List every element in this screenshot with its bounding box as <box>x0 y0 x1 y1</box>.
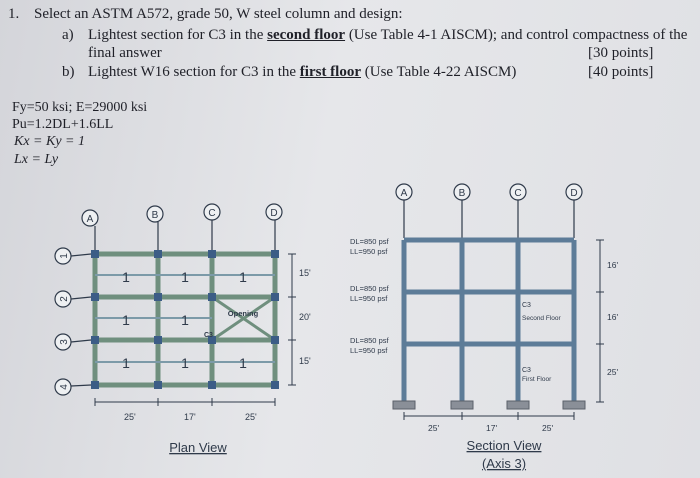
section-span-2: 17' <box>486 423 498 433</box>
section-view-subtitle: (Axis 3) <box>481 456 527 471</box>
plan-column-a3 <box>91 336 99 344</box>
section-col-label-b: B <box>458 188 466 199</box>
span-arrow-a3: 1 <box>122 355 130 371</box>
plan-column-b2 <box>154 293 162 301</box>
section-height-3: 25' <box>607 367 619 377</box>
plan-column-b4 <box>154 381 162 389</box>
part-b-floor: first floor <box>299 64 362 80</box>
part-a-text-line2: final answer <box>88 45 162 61</box>
plan-column-b1 <box>154 250 162 258</box>
plan-dim-y-2: 20' <box>299 312 311 322</box>
plan-column-d2 <box>271 293 279 301</box>
span-arrow-c3: 1 <box>239 355 247 371</box>
span-arrow-b1: 1 <box>181 269 189 285</box>
plan-axis-line-2 <box>71 297 91 299</box>
plan-column-c4 <box>208 381 216 389</box>
plan-c3-label: C3 <box>204 332 213 339</box>
plan-column-a2 <box>91 293 99 301</box>
support-b <box>451 401 473 409</box>
section-col-label-a: A <box>400 188 408 199</box>
given-line-1: Fy=50 ksi; E=29000 ksi <box>12 100 148 115</box>
plan-axis-line-4 <box>71 385 91 386</box>
plan-column-d1 <box>271 250 279 258</box>
plan-row-label-1: 1 <box>59 253 70 259</box>
plan-axis-line-1 <box>71 254 91 256</box>
section-col-bubbles <box>396 184 582 238</box>
part-a-floor: second floor <box>267 27 346 43</box>
plan-dim-x-2: 17' <box>184 412 196 422</box>
span-arrow-c1: 1 <box>239 269 247 285</box>
opening-cross <box>212 297 275 340</box>
section-col-labels <box>401 188 578 199</box>
plan-col-labels <box>87 208 278 225</box>
plan-col-bubbles <box>82 204 282 250</box>
plan-dim-labels <box>124 268 311 422</box>
part-a-label: a) <box>62 27 74 43</box>
plan-row-labels <box>59 253 70 390</box>
given-line-4: Lx = Ly <box>14 152 59 167</box>
first-floor-label: First Floor <box>522 376 552 383</box>
plan-col-label-b: B <box>151 210 159 221</box>
plan-view <box>55 204 311 455</box>
plan-dim-x-1: 25' <box>124 412 136 422</box>
part-a-text-post: (Use Table 4-1 AISCM); and control compactness of the <box>345 27 688 43</box>
plan-dim-y-1: 15' <box>299 268 311 278</box>
plan-axis-line-3 <box>71 340 91 342</box>
plan-row-label-3: 3 <box>59 339 70 345</box>
plan-col-label-d: D <box>270 208 278 219</box>
opening-label: Opening <box>227 309 259 318</box>
section-span-1: 25' <box>428 423 440 433</box>
plan-span-arrows <box>122 269 247 371</box>
section-col-label-c: C <box>514 188 522 199</box>
section-view <box>350 184 618 471</box>
plan-dim-x-3: 25' <box>245 412 257 422</box>
load-roof-dl: DL=850 psf <box>350 237 389 246</box>
plan-row-label-2: 2 <box>59 296 70 302</box>
span-arrow-b3: 1 <box>181 355 189 371</box>
section-span-3: 25' <box>542 423 554 433</box>
plan-column-a4 <box>91 381 99 389</box>
part-a-text-pre: Lightest section for C3 in the <box>88 27 268 43</box>
section-loads <box>350 237 389 355</box>
given-line-2: Pu=1.2DL+1.6LL <box>12 117 114 132</box>
load-roof-ll: LL=950 psf <box>350 247 388 256</box>
section-view-title: Section View <box>466 438 542 453</box>
part-b-text-post: (Use Table 4-22 AISCM) <box>361 64 517 80</box>
section-col-label-d: D <box>570 188 578 199</box>
plan-col-label-a: A <box>86 214 94 225</box>
support-a <box>393 401 415 409</box>
section-c3-second-label: C3 <box>522 302 531 309</box>
plan-row-bubbles <box>55 248 91 395</box>
problem-intro: Select an ASTM A572, grade 50, W steel column and design: <box>34 6 403 22</box>
plan-row-label-4: 4 <box>59 384 70 390</box>
given-line-3: Kx = Ky = 1 <box>14 134 85 149</box>
load-first-dl: DL=850 psf <box>350 336 389 345</box>
plan-col-label-c: C <box>208 208 216 219</box>
section-height-1: 16' <box>607 260 619 270</box>
load-first-ll: LL=950 psf <box>350 346 388 355</box>
part-b-points: [40 points] <box>588 64 654 80</box>
span-arrow-a1: 1 <box>122 269 130 285</box>
second-floor-label: Second Floor <box>522 315 561 322</box>
part-a-points: [30 points] <box>588 45 654 61</box>
load-second-dl: DL=850 psf <box>350 284 389 293</box>
section-c3-first-label: C3 <box>522 367 531 374</box>
span-arrow-b2: 1 <box>181 312 189 328</box>
support-c <box>507 401 529 409</box>
plan-column-c2 <box>208 293 216 301</box>
support-d <box>563 401 585 409</box>
part-b-text-pre: Lightest W16 section for C3 in the <box>88 64 300 80</box>
part-b-label: b) <box>62 64 75 80</box>
plan-column-d4 <box>271 381 279 389</box>
load-second-ll: LL=950 psf <box>350 294 388 303</box>
problem-number: 1. <box>8 6 20 22</box>
plan-column-d3 <box>271 336 279 344</box>
plan-view-title: Plan View <box>169 440 227 455</box>
plan-dim-y-3: 15' <box>299 356 311 366</box>
section-height-2: 16' <box>607 312 619 322</box>
section-supports <box>393 401 585 409</box>
plan-column-a1 <box>91 250 99 258</box>
plan-column-b3 <box>154 336 162 344</box>
plan-column-c1 <box>208 250 216 258</box>
span-arrow-a2: 1 <box>122 312 130 328</box>
